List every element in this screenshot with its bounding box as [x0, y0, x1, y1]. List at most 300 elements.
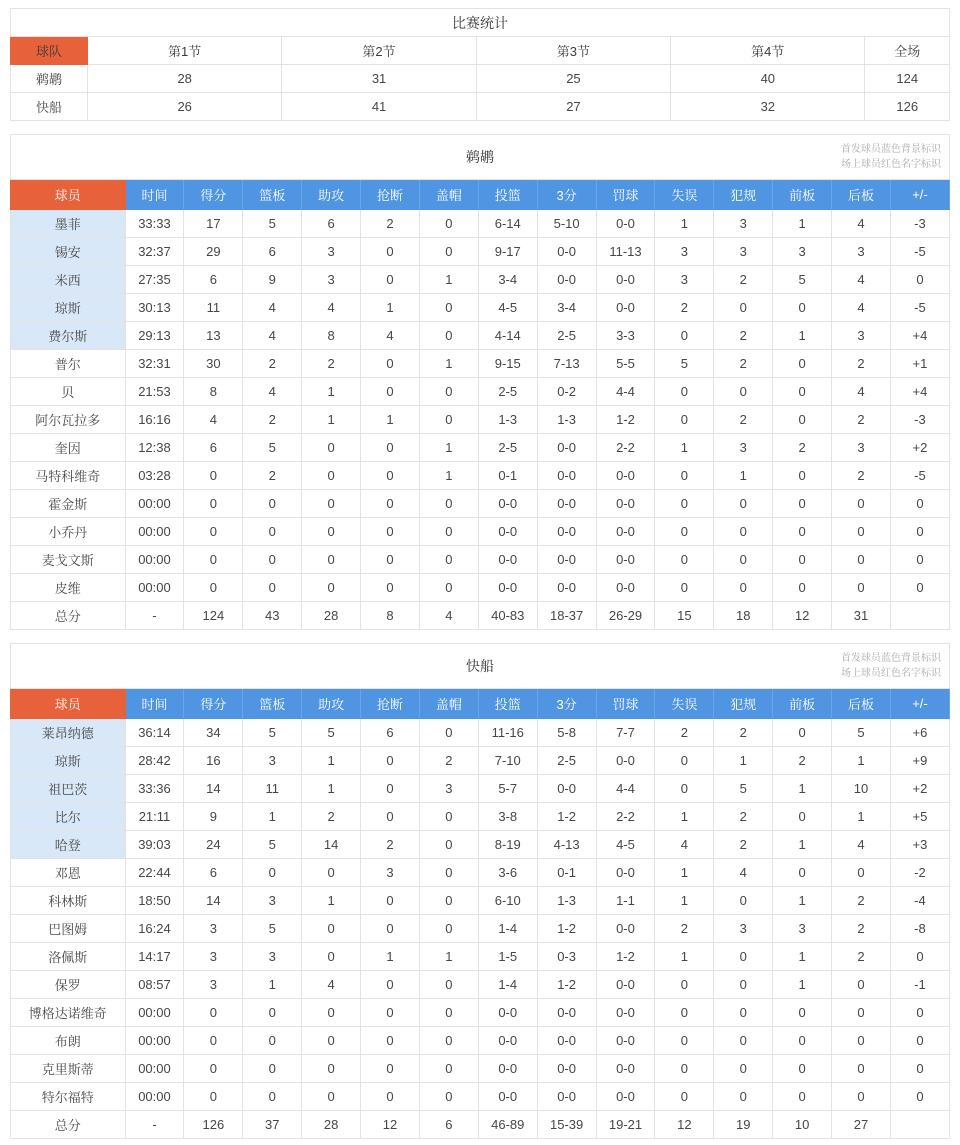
stat-cell: 1-3 — [537, 887, 596, 915]
stat-cell: 3-3 — [596, 322, 655, 350]
stat-cell: 4-4 — [596, 378, 655, 406]
stat-cell: 15 — [655, 602, 714, 630]
stat-cell: -5 — [890, 294, 949, 322]
stat-cell: 0 — [773, 574, 832, 602]
stat-cell: 0 — [773, 462, 832, 490]
stat-cell: 0-2 — [537, 378, 596, 406]
stat-cell: 0 — [184, 490, 243, 518]
stat-cell: -5 — [890, 462, 949, 490]
player-name: 普尔 — [11, 350, 126, 378]
stat-cell: 124 — [184, 602, 243, 630]
stat-cell: 0 — [773, 294, 832, 322]
player-name: 墨菲 — [11, 210, 126, 238]
player-row — [11, 518, 950, 546]
stat-cell: 0 — [419, 1083, 478, 1111]
player-name: 米西 — [11, 266, 126, 294]
stat-cell: 0-0 — [596, 747, 655, 775]
stat-column-header: 投篮 — [478, 180, 537, 210]
stat-cell: 0-0 — [596, 518, 655, 546]
stat-cell: 3 — [714, 434, 773, 462]
stat-cell: 0 — [832, 1083, 891, 1111]
stat-cell: 4-14 — [478, 322, 537, 350]
stat-cell: 0 — [890, 546, 949, 574]
stat-cell: 33:36 — [125, 775, 184, 803]
stat-cell: 2 — [714, 406, 773, 434]
stat-cell: 0 — [361, 434, 420, 462]
stat-cell: 0 — [184, 574, 243, 602]
stat-cell: 1 — [419, 350, 478, 378]
stat-cell: 27 — [832, 1111, 891, 1139]
stat-cell: 39:03 — [125, 831, 184, 859]
stat-cell: 0 — [419, 831, 478, 859]
summary-header-team: 球队 — [11, 37, 88, 65]
stat-cell: 0 — [714, 490, 773, 518]
stat-cell: 0 — [890, 518, 949, 546]
stat-cell: 00:00 — [125, 1083, 184, 1111]
stat-cell: 0-0 — [596, 1083, 655, 1111]
team-name: 快船 — [11, 93, 88, 121]
stat-cell: 0 — [419, 574, 478, 602]
clippers-title-row — [11, 644, 950, 689]
stat-cell: 9-15 — [478, 350, 537, 378]
q4-score: 32 — [671, 93, 865, 121]
player-name: 祖巴茨 — [11, 775, 126, 803]
stat-column-header: 时间 — [125, 689, 184, 719]
stat-cell: 0 — [243, 518, 302, 546]
stat-cell: 0 — [655, 1055, 714, 1083]
stat-cell: 0 — [890, 490, 949, 518]
stat-cell: 5-8 — [537, 719, 596, 747]
q3-score: 27 — [476, 93, 670, 121]
stat-cell: 1 — [655, 803, 714, 831]
stat-cell: 9 — [184, 803, 243, 831]
stat-cell: 0 — [361, 971, 420, 999]
stat-cell: -3 — [890, 210, 949, 238]
stat-cell: 28 — [302, 1111, 361, 1139]
stat-cell: +2 — [890, 775, 949, 803]
stat-cell: 33:33 — [125, 210, 184, 238]
stat-cell: 3-6 — [478, 859, 537, 887]
stat-cell: 0 — [773, 1027, 832, 1055]
stat-cell: 12:38 — [125, 434, 184, 462]
stat-cell: 0 — [419, 546, 478, 574]
stat-cell: 0 — [302, 518, 361, 546]
stat-cell: 3 — [832, 238, 891, 266]
stat-cell: 3 — [302, 238, 361, 266]
stat-cell: 14 — [184, 887, 243, 915]
stat-cell: 43 — [243, 602, 302, 630]
stat-cell: 1-4 — [478, 971, 537, 999]
stat-cell: 1-2 — [537, 915, 596, 943]
stat-cell: 26-29 — [596, 602, 655, 630]
stat-cell: 1-4 — [478, 915, 537, 943]
player-row — [11, 350, 950, 378]
stat-cell: 0 — [714, 1083, 773, 1111]
player-name: 锡安 — [11, 238, 126, 266]
stat-cell: 14 — [184, 775, 243, 803]
stat-cell: 0 — [302, 1027, 361, 1055]
stat-cell: -1 — [890, 971, 949, 999]
pelicans-title-row — [11, 135, 950, 180]
stat-cell: 0-0 — [478, 546, 537, 574]
stat-cell: 0 — [655, 462, 714, 490]
stat-cell: 0-0 — [537, 1027, 596, 1055]
player-column-header: 球员 — [11, 689, 126, 719]
summary-row-pelicans — [11, 65, 950, 93]
stat-cell: 5 — [773, 266, 832, 294]
stat-cell: 00:00 — [125, 1055, 184, 1083]
stat-cell: 9-17 — [478, 238, 537, 266]
stat-cell: 00:00 — [125, 574, 184, 602]
stat-cell: 0-0 — [596, 462, 655, 490]
stat-cell: 0 — [655, 999, 714, 1027]
stat-cell: 13 — [184, 322, 243, 350]
stat-cell: 2 — [419, 747, 478, 775]
stat-cell: 0 — [655, 1027, 714, 1055]
stat-cell: 4-5 — [478, 294, 537, 322]
player-row — [11, 238, 950, 266]
stat-cell: 4 — [832, 831, 891, 859]
stat-cell: 0 — [184, 1055, 243, 1083]
stat-cell: 2 — [714, 831, 773, 859]
stat-cell: 0-0 — [478, 1083, 537, 1111]
stat-cell: 2 — [655, 915, 714, 943]
stat-cell: 0 — [419, 294, 478, 322]
stat-cell: 2-5 — [478, 434, 537, 462]
stat-cell: 2-2 — [596, 803, 655, 831]
stat-column-header: 3分 — [537, 180, 596, 210]
stat-cell: 0 — [419, 1027, 478, 1055]
stat-cell: 0-0 — [596, 490, 655, 518]
stat-cell: 1 — [773, 971, 832, 999]
stat-cell: 00:00 — [125, 490, 184, 518]
stat-cell: 17 — [184, 210, 243, 238]
stat-cell: 0 — [302, 546, 361, 574]
stat-cell: -2 — [890, 859, 949, 887]
stat-cell: 0 — [419, 887, 478, 915]
stat-cell: 1 — [361, 294, 420, 322]
player-row — [11, 859, 950, 887]
stat-cell: 0 — [302, 1055, 361, 1083]
stat-cell: 0-1 — [537, 859, 596, 887]
stat-cell: 5 — [832, 719, 891, 747]
stat-cell: 9 — [243, 266, 302, 294]
player-column-header: 球员 — [11, 180, 126, 210]
stat-cell: 12 — [361, 1111, 420, 1139]
stat-column-header: 前板 — [773, 689, 832, 719]
legend-line-oncourt: 场上球员红色名字标识 — [841, 668, 941, 679]
stat-cell: 1 — [832, 747, 891, 775]
stat-cell: 0 — [243, 1055, 302, 1083]
stat-cell: 1 — [302, 747, 361, 775]
stat-cell: 3 — [655, 238, 714, 266]
pelicans-table-title: 鹈鹕 — [466, 149, 494, 165]
stat-cell: 1 — [655, 434, 714, 462]
stat-cell: 0-0 — [537, 462, 596, 490]
stat-column-header: 时间 — [125, 180, 184, 210]
stat-cell: 22:44 — [125, 859, 184, 887]
stat-cell: 15-39 — [537, 1111, 596, 1139]
stat-cell: 1 — [773, 887, 832, 915]
stat-cell: 21:53 — [125, 378, 184, 406]
stat-cell: +4 — [890, 378, 949, 406]
stat-cell: 6 — [184, 266, 243, 294]
stat-cell: 0-0 — [537, 490, 596, 518]
summary-header-q2: 第2节 — [282, 37, 476, 65]
stat-cell: 0 — [184, 999, 243, 1027]
stat-cell: 2 — [714, 719, 773, 747]
stat-cell: 0 — [419, 971, 478, 999]
player-row — [11, 406, 950, 434]
q4-score: 40 — [671, 65, 865, 93]
stat-cell: 2 — [714, 803, 773, 831]
stat-cell: 0 — [655, 490, 714, 518]
stat-cell: 0 — [773, 859, 832, 887]
q3-score: 25 — [476, 65, 670, 93]
stat-cell: 0 — [419, 322, 478, 350]
total-row — [11, 602, 950, 630]
stat-cell: 0-0 — [478, 574, 537, 602]
stat-cell: 0 — [714, 887, 773, 915]
stat-cell: 0 — [773, 1083, 832, 1111]
stat-cell: 4 — [361, 322, 420, 350]
stat-cell: -3 — [890, 406, 949, 434]
stat-cell: 2-5 — [537, 322, 596, 350]
stat-cell: 2 — [773, 747, 832, 775]
stat-cell: 8 — [184, 378, 243, 406]
q2-score: 41 — [282, 93, 476, 121]
stat-cell: 0 — [655, 378, 714, 406]
player-row — [11, 1055, 950, 1083]
stat-cell: 0-0 — [537, 775, 596, 803]
stat-cell: 14 — [302, 831, 361, 859]
stat-cell: 27:35 — [125, 266, 184, 294]
stat-cell: - — [125, 1111, 184, 1139]
stat-cell: 0 — [773, 719, 832, 747]
stat-cell: 19-21 — [596, 1111, 655, 1139]
stat-cell: 2 — [832, 943, 891, 971]
stat-cell: 4 — [832, 210, 891, 238]
stat-cell: +6 — [890, 719, 949, 747]
player-name: 比尔 — [11, 803, 126, 831]
stat-cell: 3 — [184, 943, 243, 971]
stat-cell: 0 — [243, 546, 302, 574]
stat-cell: 0-0 — [537, 574, 596, 602]
pelicans-header-row — [11, 180, 950, 210]
stat-cell: 0 — [773, 378, 832, 406]
stat-cell: 3-4 — [537, 294, 596, 322]
summary-header-q1: 第1节 — [87, 37, 281, 65]
stat-column-header: +/- — [890, 180, 949, 210]
stat-cell: 0 — [832, 518, 891, 546]
stat-cell: -4 — [890, 887, 949, 915]
stat-column-header: 犯规 — [714, 180, 773, 210]
stat-cell: 0-0 — [478, 999, 537, 1027]
stat-cell: 2-5 — [478, 378, 537, 406]
player-name: 琼斯 — [11, 294, 126, 322]
stat-cell: 6 — [243, 238, 302, 266]
stat-cell: +5 — [890, 803, 949, 831]
summary-header-total: 全场 — [865, 37, 950, 65]
stat-column-header: 篮板 — [243, 180, 302, 210]
stat-column-header: 罚球 — [596, 180, 655, 210]
stat-cell: 0-0 — [537, 434, 596, 462]
stat-cell: 7-13 — [537, 350, 596, 378]
stat-cell: 0 — [655, 971, 714, 999]
stat-cell: 2 — [243, 406, 302, 434]
stat-cell: 0 — [361, 999, 420, 1027]
player-row — [11, 490, 950, 518]
stat-cell: 0-0 — [596, 210, 655, 238]
stat-cell: 0 — [773, 406, 832, 434]
stat-cell: 5 — [243, 719, 302, 747]
stat-cell: 1-5 — [478, 943, 537, 971]
stat-cell: 1 — [832, 803, 891, 831]
clippers-title-cell — [11, 644, 950, 689]
stat-cell: 0 — [773, 546, 832, 574]
stat-cell: 0 — [243, 859, 302, 887]
summary-title: 比赛统计 — [11, 9, 950, 37]
stat-cell: 0-0 — [478, 518, 537, 546]
stat-cell: 2 — [773, 434, 832, 462]
stat-cell: 0-0 — [596, 546, 655, 574]
stat-cell: 00:00 — [125, 546, 184, 574]
stat-cell: 00:00 — [125, 518, 184, 546]
stat-cell: 0 — [361, 803, 420, 831]
stat-cell: 1 — [243, 803, 302, 831]
stat-cell: 0 — [419, 915, 478, 943]
stat-cell: 1 — [243, 971, 302, 999]
stat-column-header: 前板 — [773, 180, 832, 210]
stat-cell: 0 — [655, 574, 714, 602]
stat-cell: 0 — [419, 719, 478, 747]
stat-cell: 30 — [184, 350, 243, 378]
stat-cell: 0 — [243, 490, 302, 518]
stat-cell: 4-13 — [537, 831, 596, 859]
stat-cell: 0 — [773, 490, 832, 518]
stat-cell: 4 — [243, 378, 302, 406]
stat-cell: 3 — [714, 915, 773, 943]
stat-cell: 16:24 — [125, 915, 184, 943]
stat-cell: 16:16 — [125, 406, 184, 434]
stat-cell: 0 — [184, 1083, 243, 1111]
stat-cell: 6 — [419, 1111, 478, 1139]
stat-column-header: 助攻 — [302, 689, 361, 719]
stat-cell: 4 — [184, 406, 243, 434]
stat-cell: 0 — [773, 999, 832, 1027]
stat-cell: 5-5 — [596, 350, 655, 378]
stat-cell: 7-7 — [596, 719, 655, 747]
stat-cell: 3-4 — [478, 266, 537, 294]
stat-cell: 4 — [302, 971, 361, 999]
player-name: 贝 — [11, 378, 126, 406]
player-name: 邓恩 — [11, 859, 126, 887]
stat-cell: 0 — [714, 546, 773, 574]
stat-cell: 0 — [361, 915, 420, 943]
stat-cell: 126 — [184, 1111, 243, 1139]
player-name: 费尔斯 — [11, 322, 126, 350]
player-row — [11, 999, 950, 1027]
stat-cell: 0 — [184, 462, 243, 490]
player-row — [11, 1027, 950, 1055]
stat-cell: 3 — [243, 887, 302, 915]
stat-cell: 2 — [655, 719, 714, 747]
stat-cell: 0 — [832, 971, 891, 999]
total-score: 124 — [865, 65, 950, 93]
stat-cell: 5 — [243, 210, 302, 238]
summary-title-row — [11, 9, 950, 37]
stat-cell: 0 — [890, 1027, 949, 1055]
stat-cell: 14:17 — [125, 943, 184, 971]
legend-line-oncourt: 场上球员红色名字标识 — [841, 159, 941, 170]
stat-cell: 1 — [302, 887, 361, 915]
q1-score: 26 — [87, 93, 281, 121]
player-name: 琼斯 — [11, 747, 126, 775]
stat-cell: 0-0 — [537, 238, 596, 266]
stat-cell: 6 — [302, 210, 361, 238]
stat-cell: 0 — [419, 859, 478, 887]
stat-cell: 0 — [890, 1055, 949, 1083]
player-row — [11, 210, 950, 238]
stat-cell: 2 — [832, 462, 891, 490]
player-row — [11, 378, 950, 406]
player-row — [11, 943, 950, 971]
stat-column-header: 抢断 — [361, 180, 420, 210]
stat-cell: 0 — [714, 518, 773, 546]
stat-cell: 8 — [302, 322, 361, 350]
stat-cell: 6 — [184, 434, 243, 462]
player-row — [11, 1083, 950, 1111]
stat-cell: 0 — [361, 747, 420, 775]
stat-cell: 3 — [714, 210, 773, 238]
stat-cell: 1-2 — [537, 971, 596, 999]
stat-cell: 5 — [243, 915, 302, 943]
stat-cell: 4 — [832, 378, 891, 406]
stat-cell: 1 — [302, 775, 361, 803]
clippers-header-row — [11, 689, 950, 719]
stat-cell: 10 — [832, 775, 891, 803]
stat-column-header: 抢断 — [361, 689, 420, 719]
pelicans-stats-table — [10, 134, 950, 630]
stat-cell: 6-10 — [478, 887, 537, 915]
stat-cell: 0 — [655, 775, 714, 803]
player-name: 科林斯 — [11, 887, 126, 915]
stat-cell: 37 — [243, 1111, 302, 1139]
stat-cell: 0 — [361, 238, 420, 266]
q1-score: 28 — [87, 65, 281, 93]
stat-cell: 3 — [184, 915, 243, 943]
stat-cell: 1 — [419, 943, 478, 971]
legend-line-starters: 首发球员蓝色背景标识 — [841, 653, 941, 664]
stat-cell: 0 — [655, 747, 714, 775]
stat-cell: 2 — [832, 406, 891, 434]
stat-cell: 3 — [773, 915, 832, 943]
stat-cell: 2 — [361, 210, 420, 238]
stat-cell: 0 — [419, 803, 478, 831]
stat-cell: 5-7 — [478, 775, 537, 803]
stat-cell: 3 — [302, 266, 361, 294]
stat-cell: 3 — [714, 238, 773, 266]
stat-cell: 1 — [361, 406, 420, 434]
stat-cell: 0 — [302, 462, 361, 490]
stat-cell: +2 — [890, 434, 949, 462]
stat-cell: 0 — [361, 266, 420, 294]
player-name: 布朗 — [11, 1027, 126, 1055]
stat-column-header: 篮板 — [243, 689, 302, 719]
total-row — [11, 1111, 950, 1139]
stat-cell: 0 — [361, 378, 420, 406]
stat-cell: 0 — [832, 1055, 891, 1083]
